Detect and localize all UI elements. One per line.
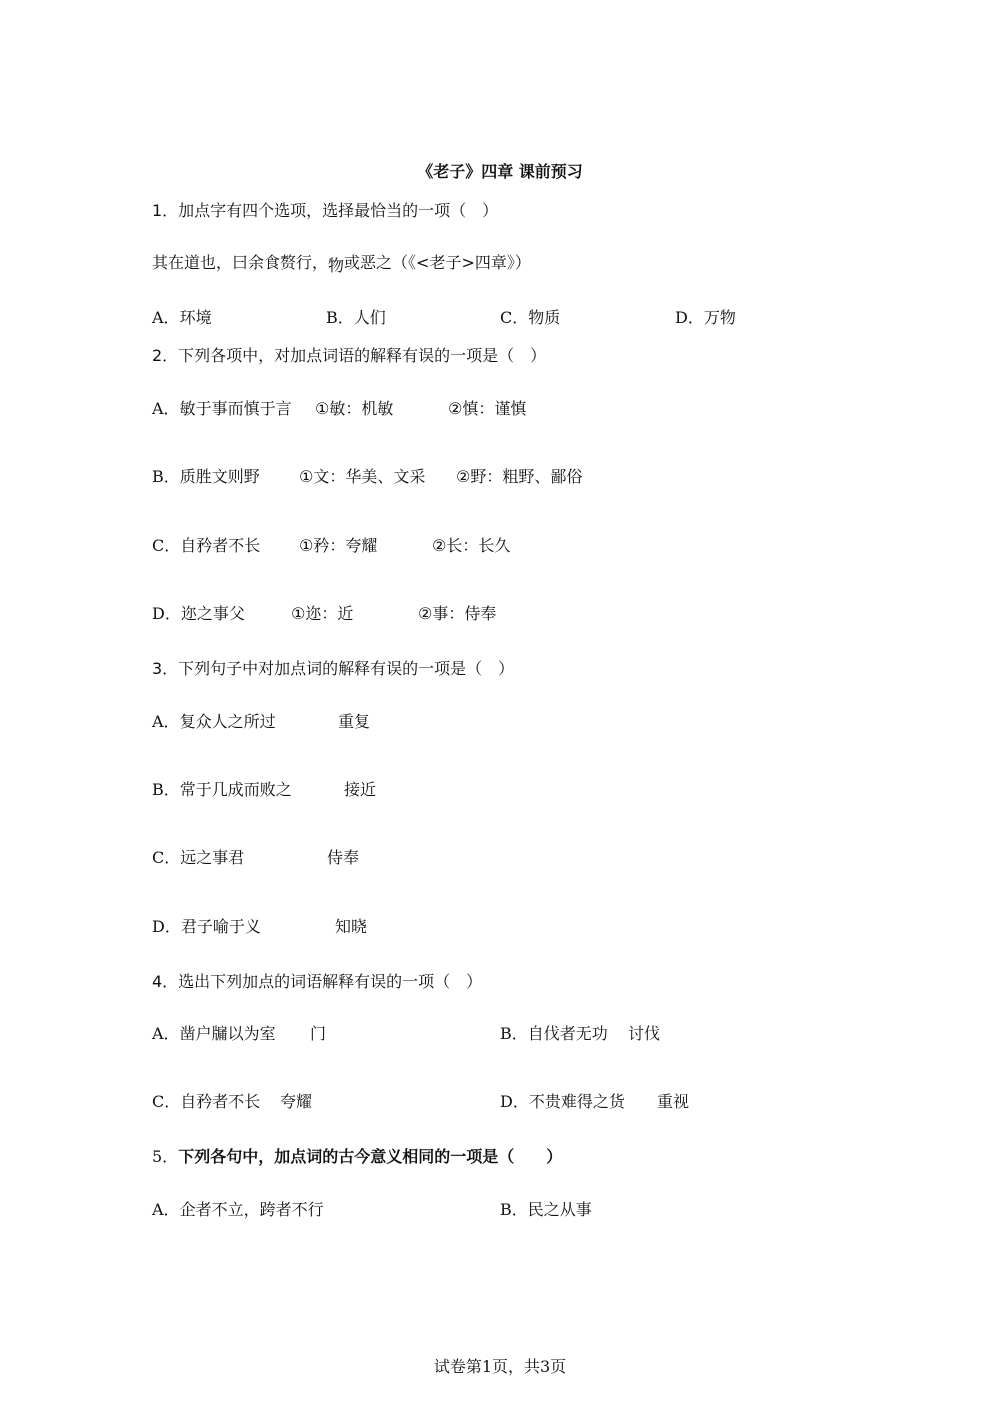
option-text: 万物: [703, 308, 736, 327]
question-3-option-d[interactable]: [152, 917, 261, 937]
option-letter: B．: [500, 1200, 528, 1219]
question-4-option-c-gloss: 夸耀: [280, 1092, 313, 1111]
question-2-option-b-note-1: ①文：华美、文采: [299, 467, 426, 486]
option-letter: D．: [675, 308, 704, 327]
option-text: 环境: [179, 308, 212, 327]
question-4-option-d[interactable]: [500, 1092, 625, 1112]
question-3-option-c[interactable]: [152, 848, 244, 868]
question-3-option-a[interactable]: [152, 712, 276, 732]
option-text: 民之从事: [527, 1200, 592, 1219]
question-1-option-a[interactable]: [152, 308, 212, 328]
option-letter: C．: [152, 536, 181, 555]
question-4-option-d-gloss: 重视: [657, 1092, 690, 1111]
question-3-stem: 3．下列句子中对加点词的解释有误的一项是（ ）: [152, 659, 515, 678]
question-2-option-d[interactable]: [152, 604, 245, 624]
option-letter: C．: [500, 308, 529, 327]
option-text: 自伐者无功: [527, 1024, 608, 1043]
page-title: 《老子》四章 课前预习: [417, 162, 583, 181]
sentence-prefix: 其在道也，曰余食赘行，: [152, 253, 329, 272]
option-text: 复众人之所过: [179, 712, 276, 731]
option-text: 物质: [528, 308, 561, 327]
question-2-option-a-note-1: ①敏：机敏: [315, 399, 394, 418]
question-4-option-a-gloss: 门: [310, 1024, 327, 1043]
question-5-stem: [152, 1147, 562, 1167]
question-1-sentence: [152, 253, 531, 273]
question-number: 5．: [152, 1147, 179, 1166]
option-letter: C．: [152, 848, 181, 867]
question-2-option-a[interactable]: [152, 399, 292, 419]
option-text: 君子喻于义: [180, 917, 261, 936]
question-2-option-b-note-2: ②野：粗野、鄙俗: [456, 467, 583, 486]
option-letter: A．: [152, 399, 180, 418]
question-2-option-c-note-2: ②长：长久: [432, 536, 511, 555]
question-1-option-b[interactable]: [326, 308, 386, 328]
option-letter: B．: [152, 467, 180, 486]
option-letter: D．: [152, 917, 181, 936]
question-2-option-d-note-1: ①迩：近: [291, 604, 354, 623]
option-text: 自矜者不长: [180, 536, 261, 555]
option-letter: B．: [500, 1024, 528, 1043]
option-text: 凿户牖以为室: [179, 1024, 276, 1043]
option-letter: B．: [326, 308, 354, 327]
option-letter: A．: [152, 1024, 180, 1043]
question-4-option-b-gloss: 讨伐: [628, 1024, 661, 1043]
question-2-option-c-note-1: ①矜：夸耀: [299, 536, 378, 555]
option-letter: D．: [500, 1092, 529, 1111]
question-3-option-b-gloss: 接近: [344, 780, 377, 799]
question-3-option-d-gloss: 知晓: [335, 917, 368, 936]
dotted-word: 物: [328, 256, 345, 275]
option-text: 迩之事父: [180, 604, 245, 623]
question-4-option-c[interactable]: [152, 1092, 260, 1112]
question-text: 下列各句中，加点词的古今意义相同的一项是（ ）: [178, 1147, 563, 1166]
option-letter: C．: [152, 1092, 181, 1111]
option-letter: B．: [152, 780, 180, 799]
option-letter: D．: [152, 604, 181, 623]
option-text: 敏于事而慎于言: [179, 399, 292, 418]
question-2-option-b[interactable]: [152, 467, 260, 487]
question-1-option-c[interactable]: [500, 308, 560, 328]
question-2-option-a-note-2: ②慎：谨慎: [448, 399, 527, 418]
question-4-stem: 4．选出下列加点的词语解释有误的一项（ ）: [152, 972, 483, 991]
question-4-option-b[interactable]: [500, 1024, 608, 1044]
question-1-option-d[interactable]: [675, 308, 736, 328]
question-3-option-a-gloss: 重复: [338, 712, 371, 731]
question-2-option-c[interactable]: [152, 536, 260, 556]
option-text: 远之事君: [180, 848, 245, 867]
option-letter: A．: [152, 308, 180, 327]
option-text: 不贵难得之货: [528, 1092, 625, 1111]
question-4-option-a[interactable]: [152, 1024, 276, 1044]
option-text: 常于几成而败之: [179, 780, 292, 799]
option-text: 企者不立，跨者不行: [179, 1200, 324, 1219]
sentence-suffix: 或恶之（《<老子>四章》）: [344, 253, 531, 272]
option-text: 自矜者不长: [180, 1092, 261, 1111]
option-letter: A．: [152, 712, 180, 731]
question-3-option-b[interactable]: [152, 780, 292, 800]
option-text: 人们: [353, 308, 386, 327]
question-3-option-c-gloss: 侍奉: [327, 848, 360, 867]
question-5-option-a[interactable]: [152, 1200, 324, 1220]
question-1-stem: 1．加点字有四个选项，选择最恰当的一项（ ）: [152, 201, 499, 220]
question-2-stem: 2．下列各项中，对加点词语的解释有误的一项是（ ）: [152, 346, 547, 365]
question-2-option-d-note-2: ②事：侍奉: [418, 604, 497, 623]
option-letter: A．: [152, 1200, 180, 1219]
question-5-option-b[interactable]: [500, 1200, 592, 1220]
option-text: 质胜文则野: [179, 467, 260, 486]
page-footer: 试卷第1页，共3页: [433, 1357, 567, 1376]
